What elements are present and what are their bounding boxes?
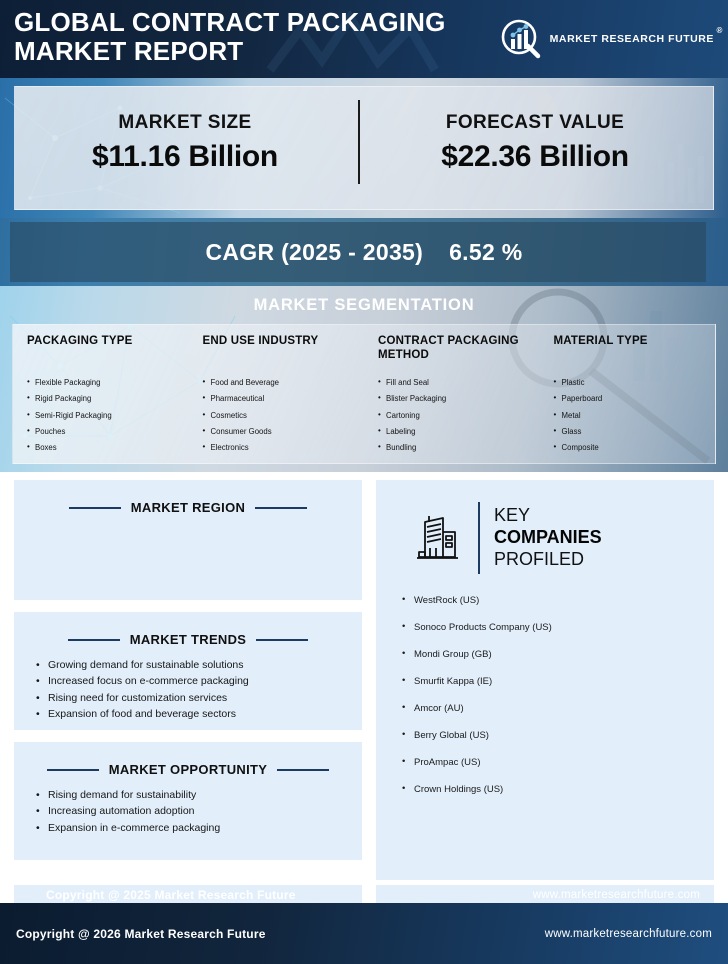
market-opportunity-list xyxy=(36,787,362,836)
market-opportunity-header xyxy=(14,742,362,777)
chart-magnifier-logo-icon xyxy=(500,18,542,60)
market-trends-panel xyxy=(14,612,362,730)
rule-right xyxy=(255,507,307,509)
list-item: • Rising demand for sustainability xyxy=(36,787,362,803)
list-item: • Growing demand for sustainable solutions xyxy=(36,657,362,673)
segmentation-panel xyxy=(12,324,716,464)
stats-band xyxy=(0,78,728,218)
list-item: • WestRock (US) xyxy=(402,596,714,606)
stats-divider xyxy=(358,100,360,184)
list-item: • Increasing automation adoption xyxy=(36,803,362,819)
segmentation-item: • Rigid Packaging xyxy=(27,395,183,403)
segmentation-item: • Boxes xyxy=(27,444,183,452)
segmentation-list xyxy=(378,379,534,453)
segmentation-column-material-type xyxy=(540,325,716,463)
segmentation-item: • Pouches xyxy=(27,428,183,436)
segmentation-list xyxy=(27,379,183,453)
market-opportunity-panel xyxy=(14,742,362,860)
cagr-label: CAGR (2025 - 2035) xyxy=(205,238,424,265)
segmentation-heading: CONTRACT PACKAGING METHOD xyxy=(378,335,519,361)
rule-left xyxy=(68,639,120,641)
segmentation-item: • Electronics xyxy=(203,444,359,452)
market-region-header xyxy=(14,480,362,515)
market-size-value: $11.16 Billion xyxy=(92,140,278,173)
market-region-panel xyxy=(14,480,362,600)
list-item: • Mondi Group (GB) xyxy=(402,650,714,660)
key-companies-title xyxy=(494,505,602,571)
key-companies-list xyxy=(402,596,714,795)
lower-content xyxy=(0,472,728,892)
ghost-website-text: www.marketresearchfuture.com xyxy=(376,885,714,903)
segmentation-column-end-use-industry xyxy=(189,325,365,463)
segmentation-item: • Cartoning xyxy=(378,412,534,420)
list-item: • ProAmpac (US) xyxy=(402,758,714,768)
key-companies-panel xyxy=(376,480,714,880)
market-segmentation-section xyxy=(0,286,728,472)
segmentation-item: • Glass xyxy=(554,428,710,436)
market-size-label: MARKET SIZE xyxy=(118,112,252,133)
key-companies-header xyxy=(376,480,714,574)
key-companies-divider xyxy=(478,502,480,574)
list-item: • Expansion of food and beverage sectors xyxy=(36,706,362,722)
key-companies-line-3: PROFILED xyxy=(494,548,585,569)
segmentation-item: • Blister Packaging xyxy=(378,395,534,403)
rule-right xyxy=(256,639,308,641)
segmentation-item: • Metal xyxy=(554,412,710,420)
segmentation-item: • Paperboard xyxy=(554,395,710,403)
segmentation-item: • Pharmaceutical xyxy=(203,395,359,403)
brand-logo[interactable] xyxy=(500,17,723,61)
segmentation-item: • Labeling xyxy=(378,428,534,436)
list-item: • Rising need for customization services xyxy=(36,690,362,706)
market-size-stat xyxy=(20,112,350,174)
segmentation-item: • Bundling xyxy=(378,444,534,452)
list-item: • Sonoco Products Company (US) xyxy=(402,623,714,633)
rule-right xyxy=(277,769,329,771)
market-region-title: MARKET REGION xyxy=(130,500,246,515)
cagr-value: 6.52 % xyxy=(449,238,523,265)
segmentation-item: • Consumer Goods xyxy=(203,428,359,436)
segmentation-heading: PACKAGING TYPE xyxy=(27,335,133,347)
brand-name xyxy=(549,26,723,45)
rule-left xyxy=(47,769,99,771)
forecast-value-stat xyxy=(370,112,700,174)
segmentation-list xyxy=(554,379,710,453)
ghost-copyright-text: Copyright @ 2025 Market Research Future xyxy=(14,885,362,903)
segmentation-heading: MATERIAL TYPE xyxy=(553,335,648,347)
list-item: • Increased focus on e-commerce packaging xyxy=(36,673,362,689)
market-trends-list xyxy=(36,657,362,722)
key-companies-line-1: KEY xyxy=(494,505,531,526)
segmentation-heading: END USE INDUSTRY xyxy=(202,335,319,347)
segmentation-column-packaging-type xyxy=(13,325,189,463)
list-item: • Berry Global (US) xyxy=(402,731,714,741)
list-item: • Amcor (AU) xyxy=(402,704,714,714)
list-item: • Crown Holdings (US) xyxy=(402,785,714,795)
brand-name-text: MARKET RESEARCH FUTURE xyxy=(549,33,714,45)
list-item: • Smurfit Kappa (IE) xyxy=(402,677,714,687)
segmentation-item: • Flexible Packaging xyxy=(27,379,183,387)
footer-website-link[interactable]: www.marketresearchfuture.com xyxy=(544,927,712,940)
segmentation-item: • Plastic xyxy=(554,379,710,387)
market-trends-title: MARKET TRENDS xyxy=(129,632,247,647)
building-icon xyxy=(410,511,464,565)
market-trends-header xyxy=(14,612,362,647)
ghost-copyright-strip xyxy=(0,885,728,903)
footer-copyright: Copyright @ 2026 Market Research Future xyxy=(16,926,266,941)
forecast-value-value: $22.36 Billion xyxy=(441,140,629,173)
rule-left xyxy=(69,507,121,509)
page-title: GLOBAL CONTRACT PACKAGING MARKET REPORT xyxy=(14,7,446,66)
page-header xyxy=(0,0,728,78)
cagr-content xyxy=(0,218,728,286)
segmentation-column-contract-packaging-method xyxy=(364,325,540,463)
segmentation-item: • Cosmetics xyxy=(203,412,359,420)
registered-mark-icon: ® xyxy=(716,26,723,35)
segmentation-title: MARKET SEGMENTATION xyxy=(253,295,475,314)
list-item: • Expansion in e-commerce packaging xyxy=(36,820,362,836)
page-footer xyxy=(0,903,728,964)
market-opportunity-title: MARKET OPPORTUNITY xyxy=(108,762,268,777)
key-companies-line-2: COMPANIES xyxy=(494,527,602,548)
segmentation-list xyxy=(203,379,359,453)
cagr-band xyxy=(0,218,728,286)
forecast-value-label: FORECAST VALUE xyxy=(445,112,625,133)
segmentation-item: • Food and Beverage xyxy=(203,379,359,387)
segmentation-item: • Semi-Rigid Packaging xyxy=(27,412,183,420)
segmentation-item: • Fill and Seal xyxy=(378,379,534,387)
segmentation-item: • Composite xyxy=(554,444,710,452)
